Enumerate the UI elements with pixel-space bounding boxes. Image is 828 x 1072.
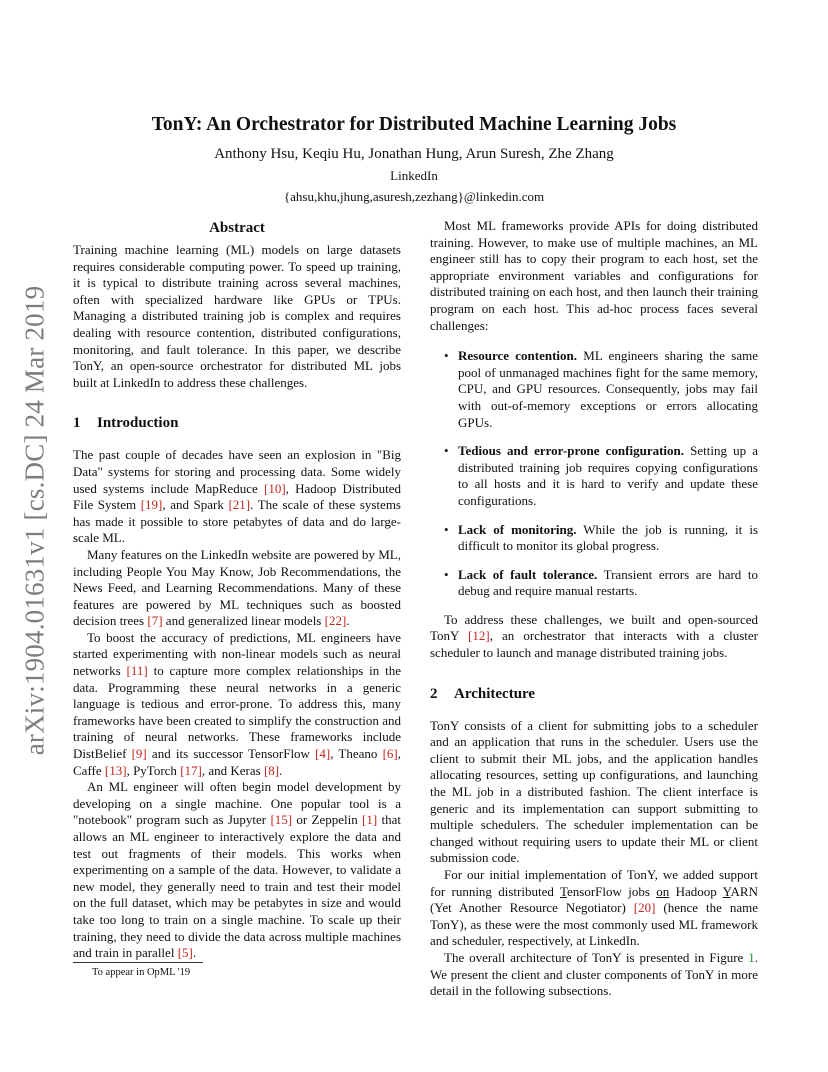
- intro-paragraph-1: The past couple of decades have seen an explosion in "Big Data" systems for storing and processing data. Some widely used systems include MapReduce [10], Hadoop Distributed File System [19], and Spark [21]. The scale of these systems has made it possible to store petabytes of data and do large-scale ML.: [73, 447, 402, 546]
- citation-link[interactable]: [4]: [315, 746, 331, 762]
- arxiv-stamp: [8, 280, 62, 760]
- section-heading-introduction: [73, 413, 401, 433]
- citation-link[interactable]: [6]: [382, 746, 398, 762]
- paper-header: [100, 112, 728, 206]
- challenge-list: [430, 348, 758, 600]
- footnote: To appear in OpML '19: [92, 967, 191, 978]
- citation-link[interactable]: [7]: [147, 613, 163, 629]
- figure-reference-link[interactable]: 1: [748, 949, 755, 965]
- citation-link[interactable]: [21]: [228, 497, 251, 513]
- citation-link[interactable]: [19]: [140, 497, 163, 513]
- bullet-heading: Lack of fault tolerance.: [458, 566, 598, 582]
- right-column: [430, 218, 758, 1000]
- section-title-text: Introduction: [97, 415, 179, 432]
- section-number: 1: [73, 415, 81, 432]
- affiliation: LinkedIn: [390, 168, 438, 183]
- list-item: • Resource contention. ML engineers sharing the same pool of unmanaged machines fight for the same memory, CPU, and GPU resources. Consequently, jobs may fail with out-of-memory exceptions or errors allocating GPUs.: [430, 348, 758, 431]
- citation-link[interactable]: [17]: [180, 762, 202, 778]
- citation-link[interactable]: [12]: [468, 628, 490, 644]
- bullet-heading: Resource contention.: [458, 348, 578, 364]
- section-heading-architecture: [430, 684, 758, 704]
- left-column: [73, 218, 401, 962]
- footnote-divider: [73, 962, 203, 963]
- section-number: 2: [430, 685, 438, 702]
- citation-link[interactable]: [22]: [324, 613, 347, 629]
- citation-link[interactable]: [5]: [177, 945, 193, 961]
- arch-paragraph-1: TonY consists of a client for submitting jobs to a scheduler and an application that runs in the scheduler. Users use the client to submit their ML jobs, and the application handles allocating resources, setting up configurations, and launching the ML job in a distributed fashion. The client interface is generic and its implementation can support submitting to multiple schedulers. The scheduler implementation can be changed without requiring users to update their ML or client submission code.: [430, 717, 758, 866]
- citation-link[interactable]: [10]: [263, 480, 286, 496]
- citation-link[interactable]: [20]: [633, 900, 656, 916]
- section-title-text: Architecture: [454, 685, 536, 702]
- citation-link[interactable]: [1]: [362, 812, 378, 828]
- author-emails: {ahsu,khu,jhung,asuresh,zezhang}@linkedin.com: [283, 189, 545, 204]
- paper-title: TonY: An Orchestrator for Distributed Machine Learning Jobs: [151, 114, 677, 135]
- bullet-heading: Tedious and error-prone configuration.: [458, 443, 685, 459]
- intro-paragraph-2: Many features on the LinkedIn website are powered by ML, including People You May Know, Job Recommendations, the News Feed, and Learning Recommendations. Many of these features are powered by ML techniques such as boosted decision trees [7] and generalized linear models [22].: [73, 546, 401, 629]
- abstract-text: Training machine learning (ML) models on large datasets requires considerable computing power. To speed up training, it is typical to distribute training across several machines, often with specialized hardware like GPUs or TPUs. Managing a distributed training job is complex and requires dealing with resource contention, distributed configurations, monitoring, and fault tolerance. In this paper, we describe TonY, an open-source orchestrator for distributed ML jobs built at LinkedIn to address these challenges.: [73, 242, 401, 390]
- author-list: Anthony Hsu, Keqiu Hu, Jonathan Hung, Arun Suresh, Zhe Zhang: [214, 146, 614, 162]
- intro-paragraph-3: To boost the accuracy of predictions, ML engineers have started experimenting with non-linear models such as neural networks [11] to capture more complex relationships in the data. Programming these neural networks in a generic language is tedious and error-prone. To address this, many frameworks have been created to simplify the construction and training of neural networks. These frameworks include DistBelief [9] and its successor TensorFlow [4], Theano [6], Caffe [13], PyTorch [17], and Keras [8].: [73, 629, 401, 778]
- citation-link[interactable]: [8]: [263, 762, 280, 778]
- arxiv-id: arXiv:1904.01631v1 [cs.DC] 24 Mar 2019: [19, 285, 50, 755]
- citation-link[interactable]: [15]: [270, 812, 293, 828]
- intro-paragraph-5: Most ML frameworks provide APIs for doing distributed training. However, to make use of multiple machines, an ML engineer still has to copy their program to each host, set the appropriate environment variables and configurations for distributed training on each host, and then launch their training program on each host. This ad-hoc process faces several challenges:: [430, 218, 758, 333]
- citation-link[interactable]: [11]: [126, 663, 148, 679]
- arch-paragraph-2: For our initial implementation of TonY, we added support for running distributed TensorFlow jobs on Hadoop YARN (Yet Another Resource Negotiator) [20] (hence the name TonY), as these were the most commonly used ML framework and scheduler, respectively, at LinkedIn.: [430, 867, 758, 949]
- bullet-heading: Lack of monitoring.: [458, 521, 577, 537]
- arch-paragraph-3: The overall architecture of TonY is presented in Figure 1. We present the client and cluster components of TonY in more detail in the following subsections.: [430, 949, 758, 999]
- citation-link[interactable]: [13]: [104, 762, 127, 778]
- intro-paragraph-4: An ML engineer will often begin model development by developing on a single machine. One popular tool is a "notebook" program such as Jupyter [15] or Zeppelin [1] that allows an ML engineer to interactively explore the data and test out fragments of their models. This works when experimenting on a sample of the data. However, to validate a new model, they generally need to train and test their model on the full dataset, which may be petabytes in size and would take too long to train on a single machine. To scale up their training, they need to divide the data across multiple machines and train in parallel [5].: [73, 779, 401, 961]
- list-item: • Lack of fault tolerance. Transient errors are hard to debug and require manual restarts.: [430, 567, 758, 600]
- list-item: • Lack of monitoring. While the job is running, it is difficult to monitor its global progress.: [430, 522, 758, 555]
- intro-paragraph-6: To address these challenges, we built and open-sourced TonY [12], an orchestrator that interacts with a cluster scheduler to launch and manage distributed training jobs.: [430, 611, 758, 661]
- abstract-heading: Abstract: [209, 220, 265, 236]
- list-item: • Tedious and error-prone configuration. Setting up a distributed training job requires copying configurations to all hosts and it is hard to verify and update these configurations.: [430, 443, 758, 509]
- citation-link[interactable]: [9]: [131, 746, 147, 762]
